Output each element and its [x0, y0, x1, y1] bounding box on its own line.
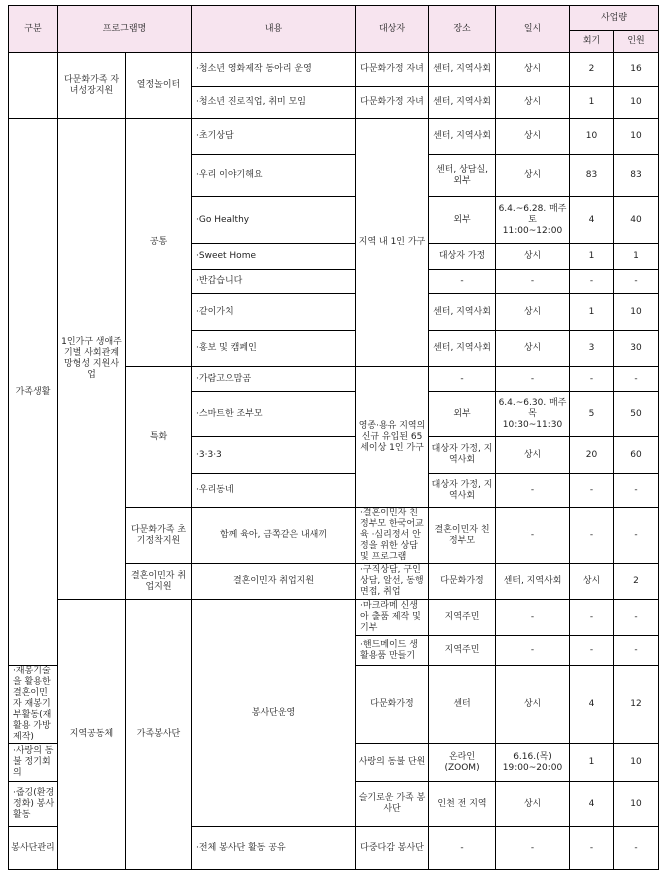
header-content: 내용 — [192, 6, 356, 53]
row-date: - — [496, 827, 570, 870]
row-content: ·사랑의 동불 정기회의 — [9, 744, 58, 782]
row-people: 16 — [614, 53, 659, 87]
header-target: 대상자 — [356, 6, 429, 53]
program-sub: 특화 — [126, 367, 192, 508]
row-place: - — [429, 270, 496, 294]
row-sessions: 4 — [570, 782, 614, 827]
section-family: 가족생활 — [9, 119, 58, 666]
row-date: 6.16.(목) 19:00~20:00 — [496, 744, 570, 782]
row-place: 센터 — [429, 666, 496, 744]
row-place: 센터, 지역사회 — [429, 53, 496, 87]
header-program: 프로그램명 — [58, 6, 192, 53]
row-sessions: - — [570, 270, 614, 294]
row-content: ·마크라메 신생아 출품 제작 및 기부 — [356, 600, 429, 636]
row-sessions: - — [570, 474, 614, 508]
program-name: 가족봉사단 — [126, 600, 192, 870]
row-date: 상시 — [496, 294, 570, 331]
row-people: 10 — [614, 119, 659, 155]
row-date: 상시 — [570, 564, 614, 600]
row-sessions: 5 — [570, 392, 614, 437]
row-place: 온라인 (ZOOM) — [429, 744, 496, 782]
row-sessions: 1 — [570, 87, 614, 119]
row-target: 지역주민 — [429, 600, 496, 636]
row-target: 결혼이민자 친정부모 — [429, 508, 496, 564]
row-target: 다문화가정 자녀 — [356, 87, 429, 119]
row-date: 상시 — [496, 155, 570, 197]
row-content: ·스마트한 조부모 — [192, 392, 356, 437]
row-sessions: 10 — [570, 119, 614, 155]
row-target: 다문화가정 — [429, 564, 496, 600]
program-sub: 공통 — [126, 119, 192, 367]
row-people: - — [614, 827, 659, 870]
row-content: ·반갑습니다 — [192, 270, 356, 294]
row-date: 상시 — [496, 666, 570, 744]
row-target: 지역주민 — [429, 636, 496, 666]
header-category: 구분 — [9, 6, 58, 53]
row-sessions: 3 — [570, 331, 614, 367]
row-content: ·재봉기술을 활용한 결혼이민자 재봉기부활동(재활용 가방 제작) — [9, 666, 58, 744]
row-target: 다문화가정 자녀 — [356, 53, 429, 87]
row-content: ·청소년 영화제작 동아리 운영 — [192, 53, 356, 87]
row-content: ·구직상담, 구인상담, 알선, 동행면접, 취업 — [356, 564, 429, 600]
row-people: - — [614, 474, 659, 508]
row-people: 50 — [614, 392, 659, 437]
row-date: - — [570, 600, 614, 636]
row-target: 사랑의 동불 단원 — [356, 744, 429, 782]
row-content: ·결혼이민자 친정부모 한국어교육 ·심리정서 안정을 위한 상담 및 프로그램 — [356, 508, 429, 564]
row-place: 인천 전 지역 — [429, 782, 496, 827]
row-content: ·줍깅(환경정화) 봉사활동 — [9, 782, 58, 827]
program-name: 결혼이민자 취업지원 — [126, 564, 192, 600]
row-date: 상시 — [496, 119, 570, 155]
row-place: - — [496, 508, 570, 564]
row-place: 외부 — [429, 197, 496, 244]
program-table — [8, 5, 659, 870]
row-content: ·전체 봉사단 활동 공유 — [192, 827, 356, 870]
row-people: 40 — [614, 197, 659, 244]
row-content: ·우리동네 — [192, 474, 356, 508]
row-content: ·홍보 및 캠페인 — [192, 331, 356, 367]
row-content: ·같이가치 — [192, 294, 356, 331]
row-sessions: 1 — [570, 244, 614, 270]
program-sub: 함께 육아, 금쪽같은 내새끼 — [192, 508, 356, 564]
header-schedule: 일시 — [496, 6, 570, 53]
row-date: - — [570, 508, 614, 564]
row-people: 10 — [614, 744, 659, 782]
row-date: 상시 — [496, 244, 570, 270]
program-name: 1인가구 생애주기별 사회관계망형성 지원사업 — [58, 119, 126, 600]
row-sessions: 2 — [570, 53, 614, 87]
row-sessions: 2 — [614, 564, 659, 600]
header-volume: 사업량 — [570, 6, 659, 31]
row-people: - — [614, 367, 659, 392]
row-sessions: 20 — [570, 437, 614, 474]
row-date: 상시 — [496, 53, 570, 87]
row-content: ·3·3·3 — [192, 437, 356, 474]
program-sub: 열정놀이터 — [126, 53, 192, 119]
row-target-merged: 지역 내 1인 가구 — [356, 119, 429, 367]
row-place: 센터, 지역사회 — [429, 331, 496, 367]
row-sessions: 4 — [570, 197, 614, 244]
row-sessions: 4 — [570, 666, 614, 744]
row-place: 대상자 가정 — [429, 244, 496, 270]
row-people: 10 — [614, 782, 659, 827]
row-sessions: 83 — [570, 155, 614, 197]
program-name: 다문화가족 초기정착지원 — [126, 508, 192, 564]
row-place: - — [429, 827, 496, 870]
row-people: 1 — [614, 244, 659, 270]
row-sessions: 1 — [570, 744, 614, 782]
row-place: - — [429, 367, 496, 392]
row-place: 센터, 지역사회 — [429, 119, 496, 155]
program-name: 다문화가족 자녀성장지원 — [58, 53, 126, 119]
row-people: 60 — [614, 437, 659, 474]
row-date: - — [496, 367, 570, 392]
program-sub: 결혼이민자 취업지원 — [192, 564, 356, 600]
row-date: 6.4.~6.28. 매주 토 11:00~12:00 — [496, 197, 570, 244]
row-target: 다문화가정 — [356, 666, 429, 744]
header-place: 장소 — [429, 6, 496, 53]
row-target: 다중다감 봉사단 — [356, 827, 429, 870]
row-content: ·가람고으맘곰 — [192, 367, 356, 392]
row-date: - — [496, 270, 570, 294]
header-people: 인원 — [614, 31, 659, 53]
row-place: 센터, 지역사회 — [496, 564, 570, 600]
row-target: 슬기로운 가족 봉사단 — [356, 782, 429, 827]
row-sessions: - — [570, 827, 614, 870]
row-target-merged: 영종·용유 지역의 신규 유입된 65세이상 1인 가구 — [356, 367, 429, 508]
row-sessions: - — [614, 600, 659, 636]
row-people: 12 — [614, 666, 659, 744]
row-date: 상시 — [496, 437, 570, 474]
row-people: 10 — [614, 87, 659, 119]
row-place: - — [496, 636, 570, 666]
row-place: - — [496, 600, 570, 636]
row-content: ·Sweet Home — [192, 244, 356, 270]
program-sub: 봉사단관리 — [9, 827, 58, 870]
row-date: 상시 — [496, 87, 570, 119]
row-place: 대상자 가정, 지역사회 — [429, 437, 496, 474]
row-people: 10 — [614, 294, 659, 331]
row-sessions: 1 — [570, 294, 614, 331]
row-content: ·우리 이야기해요 — [192, 155, 356, 197]
row-sessions: - — [570, 367, 614, 392]
row-date: 상시 — [496, 331, 570, 367]
program-sub: 봉사단운영 — [192, 600, 356, 827]
row-people: 30 — [614, 331, 659, 367]
row-content: ·청소년 진로직업, 취미 모임 — [192, 87, 356, 119]
row-people: 83 — [614, 155, 659, 197]
row-date: - — [496, 474, 570, 508]
row-content: ·핸드메이드 생활용품 만들기 — [356, 636, 429, 666]
category-blank — [9, 53, 58, 119]
row-date: 6.4.~6.30. 매주 목 10:30~11:30 — [496, 392, 570, 437]
row-place: 센터, 지역사회 — [429, 294, 496, 331]
row-content: ·초기상담 — [192, 119, 356, 155]
row-date: 상시 — [496, 782, 570, 827]
row-place: 외부 — [429, 392, 496, 437]
row-date: - — [570, 636, 614, 666]
row-place: 대상자 가정, 지역사회 — [429, 474, 496, 508]
row-people: - — [614, 270, 659, 294]
row-content: ·Go Healthy — [192, 197, 356, 244]
row-place: 센터, 상담실, 외부 — [429, 155, 496, 197]
row-sessions: - — [614, 636, 659, 666]
section-community: 지역공동체 — [58, 600, 126, 870]
row-place: 센터, 지역사회 — [429, 87, 496, 119]
row-sessions: - — [614, 508, 659, 564]
header-sessions: 회기 — [570, 31, 614, 53]
